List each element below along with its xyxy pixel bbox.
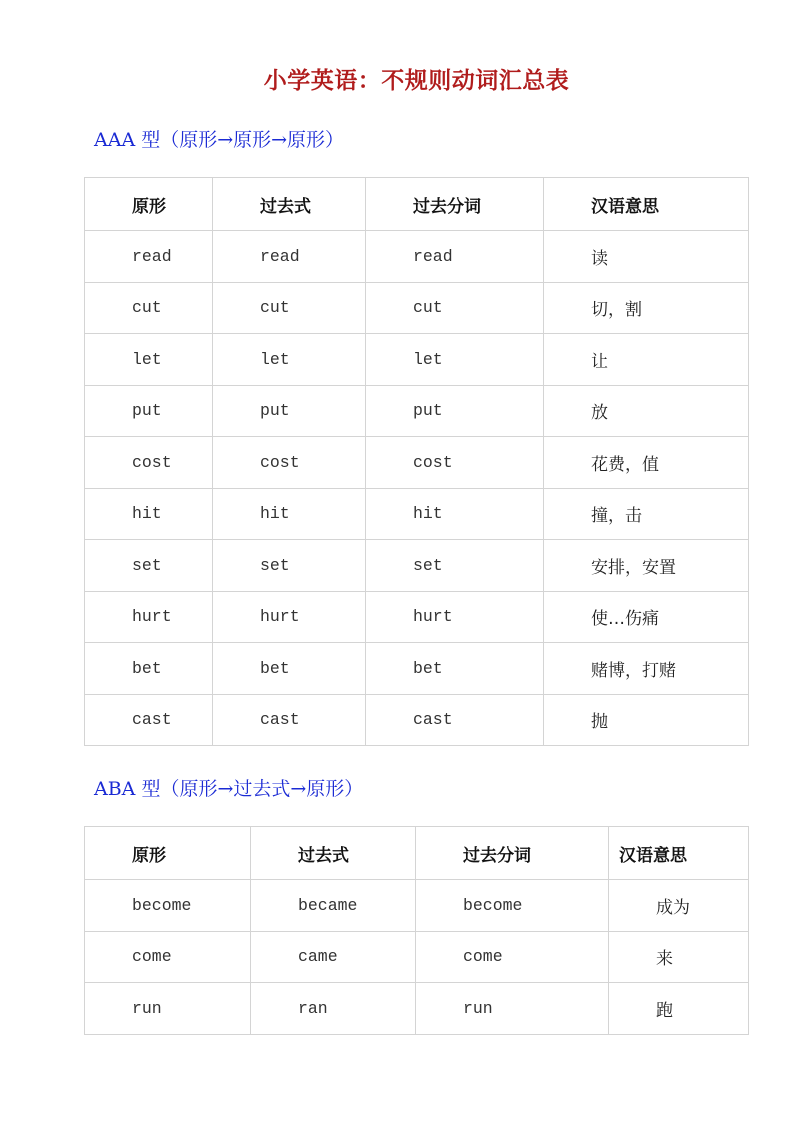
base-form-cell: cast (85, 694, 213, 746)
table-row (85, 880, 749, 932)
page-title: 小学英语：不规则动词汇总表 (263, 67, 570, 94)
meaning-cell: 花费，值 (544, 437, 749, 489)
base-form-cell: become (85, 880, 251, 932)
past-tense-cell: ran (251, 983, 416, 1035)
meaning-cell: 让 (544, 334, 749, 386)
past-participle-cell: run (416, 983, 609, 1035)
header-base-form: 原形 (85, 827, 251, 880)
meaning-cell: 跑 (609, 983, 749, 1035)
base-form-cell: hurt (85, 591, 213, 643)
base-form-cell: read (85, 231, 213, 283)
past-tense-cell: came (251, 931, 416, 983)
table-row (85, 983, 749, 1035)
past-participle-cell: read (366, 231, 544, 283)
base-form-cell: set (85, 540, 213, 592)
meaning-cell: 读 (544, 231, 749, 283)
table-row (85, 694, 749, 746)
meaning-cell: 放 (544, 385, 749, 437)
table-header-row (85, 827, 749, 880)
meaning-cell: 撞，击 (544, 488, 749, 540)
past-tense-cell: bet (213, 643, 366, 695)
past-tense-cell: became (251, 880, 416, 932)
base-form-cell: cut (85, 282, 213, 334)
header-past-participle: 过去分词 (416, 827, 609, 880)
meaning-cell: 来 (609, 931, 749, 983)
table-row (85, 643, 749, 695)
section-heading-aaa: AAA 型（原形→原形→原形） (94, 129, 345, 151)
past-tense-cell: hurt (213, 591, 366, 643)
meaning-cell: 赌博，打赌 (544, 643, 749, 695)
past-participle-cell: let (366, 334, 544, 386)
base-form-cell: cost (85, 437, 213, 489)
base-form-cell: bet (85, 643, 213, 695)
past-participle-cell: cut (366, 282, 544, 334)
past-tense-cell: cast (213, 694, 366, 746)
table-row (85, 488, 749, 540)
table-row (85, 437, 749, 489)
table-row (85, 931, 749, 983)
table-row (85, 334, 749, 386)
header-chinese-meaning: 汉语意思 (609, 827, 749, 880)
section-heading-aba: ABA 型（原形→过去式→原形） (94, 778, 364, 800)
meaning-cell: 使…伤痛 (544, 591, 749, 643)
header-past-tense: 过去式 (213, 178, 366, 231)
past-tense-cell: let (213, 334, 366, 386)
past-participle-cell: cost (366, 437, 544, 489)
base-form-cell: let (85, 334, 213, 386)
past-participle-cell: hit (366, 488, 544, 540)
past-participle-cell: put (366, 385, 544, 437)
header-past-tense: 过去式 (251, 827, 416, 880)
table-header-row (85, 178, 749, 231)
past-participle-cell: set (366, 540, 544, 592)
base-form-cell: hit (85, 488, 213, 540)
base-form-cell: run (85, 983, 251, 1035)
aaa-verb-table (84, 177, 749, 746)
past-participle-cell: bet (366, 643, 544, 695)
table-row (85, 591, 749, 643)
meaning-cell: 成为 (609, 880, 749, 932)
table-row (85, 385, 749, 437)
past-tense-cell: put (213, 385, 366, 437)
table-row (85, 282, 749, 334)
table-row (85, 540, 749, 592)
past-participle-cell: hurt (366, 591, 544, 643)
table-row (85, 231, 749, 283)
meaning-cell: 切，割 (544, 282, 749, 334)
past-participle-cell: cast (366, 694, 544, 746)
past-tense-cell: read (213, 231, 366, 283)
past-tense-cell: cut (213, 282, 366, 334)
past-tense-cell: hit (213, 488, 366, 540)
base-form-cell: come (85, 931, 251, 983)
past-participle-cell: become (416, 880, 609, 932)
past-tense-cell: cost (213, 437, 366, 489)
aba-verb-table (84, 826, 749, 1035)
header-past-participle: 过去分词 (366, 178, 544, 231)
meaning-cell: 抛 (544, 694, 749, 746)
header-base-form: 原形 (85, 178, 213, 231)
past-tense-cell: set (213, 540, 366, 592)
past-participle-cell: come (416, 931, 609, 983)
base-form-cell: put (85, 385, 213, 437)
meaning-cell: 安排，安置 (544, 540, 749, 592)
header-chinese-meaning: 汉语意思 (544, 178, 749, 231)
